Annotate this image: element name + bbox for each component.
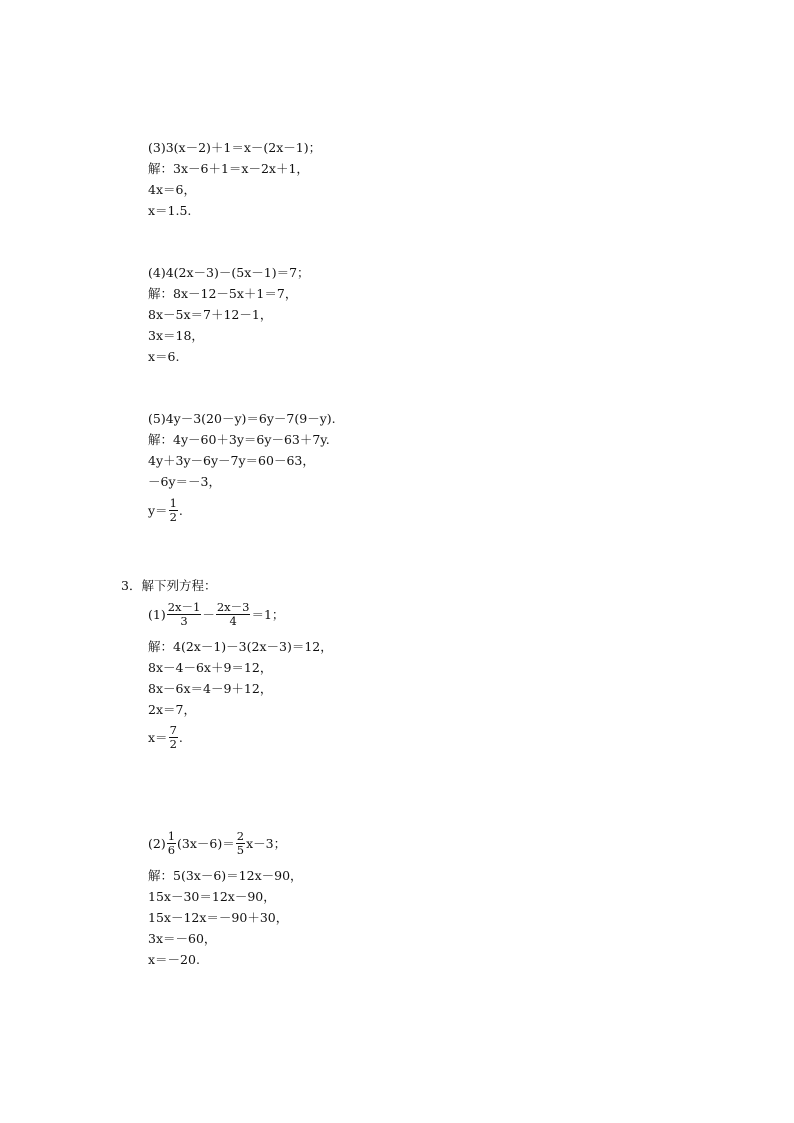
solution-3-step-1: 解：3x－6＋1＝x－2x＋1， xyxy=(148,161,309,176)
solution-4-step-3: 3x＝18， xyxy=(148,328,204,343)
q3-solution-2-step-4: 3x＝－60， xyxy=(148,931,217,946)
q3-solution-1-step-1: 解：4(2x－1)－3(2x－3)＝12， xyxy=(148,639,333,654)
fraction-numerator: 2x－3 xyxy=(216,600,250,614)
minus-sign: － xyxy=(202,606,215,622)
answer-suffix: . xyxy=(178,502,183,518)
equation-middle: (3x－6)＝ xyxy=(177,835,235,851)
fraction-numerator: 1 xyxy=(169,496,177,510)
q3-problem-1 xyxy=(148,601,284,628)
fraction-2 xyxy=(216,601,251,628)
problem-3: (3)3(x－2)＋1＝x－(2x－1)； xyxy=(148,140,322,155)
equation-rest: ＝1； xyxy=(251,606,285,622)
q3-solution-2-step-1: 解：5(3x－6)＝12x－90， xyxy=(148,868,303,883)
solution-4-step-1: 解：8x－12－5x＋1＝7， xyxy=(148,286,298,301)
solution-5-step-1: 解：4y－60＋3y＝6y－63＋7y. xyxy=(148,432,330,447)
fraction-denominator: 6 xyxy=(167,843,176,857)
q3-solution-1-step-5 xyxy=(148,724,183,751)
fraction-denominator: 2 xyxy=(169,510,177,524)
fraction-numerator: 7 xyxy=(169,723,177,737)
fraction-one-half xyxy=(169,497,178,524)
fraction-denominator: 3 xyxy=(180,614,188,628)
problem-label: (1) xyxy=(148,606,166,622)
solution-4-step-2: 8x－5x＝7＋12－1， xyxy=(148,307,273,322)
fraction-denominator: 2 xyxy=(169,737,177,751)
fraction-numerator: 1 xyxy=(167,829,176,843)
fraction-numerator: 2x－1 xyxy=(167,600,201,614)
q3-problem-2 xyxy=(148,830,286,857)
solution-5-step-4 xyxy=(148,497,183,524)
fraction-denominator: 4 xyxy=(229,614,237,628)
solution-5-step-2: 4y＋3y－6y－7y＝60－63， xyxy=(148,453,315,468)
solution-3-step-3: x＝1.5. xyxy=(148,203,192,218)
q3-solution-2-step-3: 15x－12x＝－90＋30， xyxy=(148,910,289,925)
problem-5: (5)4y－3(20－y)＝6y－7(9－y). xyxy=(148,411,336,426)
fraction-1 xyxy=(167,601,202,628)
solution-5-step-3: －6y＝－3， xyxy=(148,474,221,489)
answer-prefix: y＝ xyxy=(148,502,168,518)
q3-solution-2-step-5: x＝－20. xyxy=(148,952,200,967)
q3-solution-1-step-2: 8x－4－6x＋9＝12， xyxy=(148,660,273,675)
question-3-heading: 3．解下列方程： xyxy=(121,578,217,593)
q3-solution-1-step-3: 8x－6x＝4－9＋12， xyxy=(148,681,273,696)
fraction-denominator: 5 xyxy=(236,843,245,857)
solution-4-step-4: x＝6. xyxy=(148,349,180,364)
fraction-seven-halves xyxy=(169,724,178,751)
equation-rest: x－3； xyxy=(246,835,287,851)
solution-3-step-2: 4x＝6， xyxy=(148,182,196,197)
q3-solution-2-step-2: 15x－30＝12x－90， xyxy=(148,889,276,904)
answer-prefix: x＝ xyxy=(148,729,168,745)
problem-4: (4)4(2x－3)－(5x－1)＝7； xyxy=(148,265,310,280)
problem-label: (2) xyxy=(148,835,166,851)
fraction-two-fifths xyxy=(236,830,245,857)
q3-solution-1-step-4: 2x＝7， xyxy=(148,702,196,717)
answer-suffix: . xyxy=(178,729,183,745)
fraction-numerator: 2 xyxy=(236,829,245,843)
fraction-one-sixth xyxy=(167,830,176,857)
